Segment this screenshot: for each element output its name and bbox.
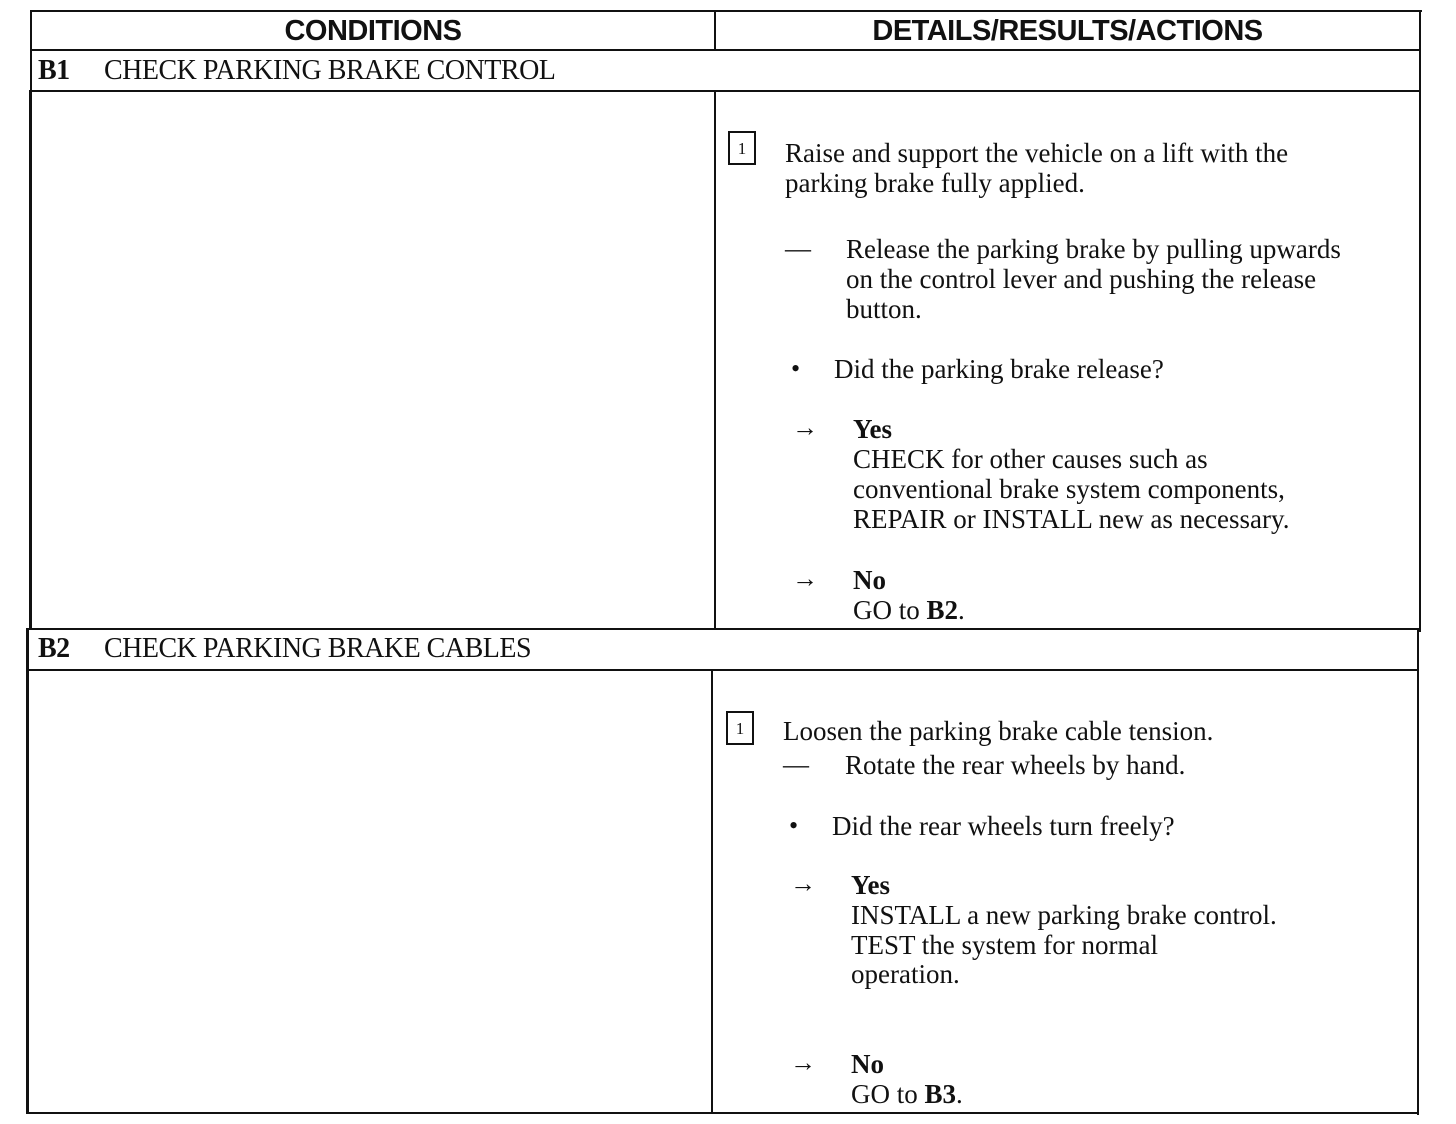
step-number-box: 1 (728, 131, 756, 165)
no-text (851, 1079, 963, 1109)
section-b1-column-divider (714, 91, 716, 630)
yes-label: Yes (853, 414, 892, 444)
step-text-line: parking brake fully applied. (785, 168, 1085, 198)
step-text-line: Raise and support the vehicle on a lift with the (785, 138, 1289, 168)
question-text: Did the rear wheels turn freely? (832, 811, 1175, 841)
dash-text-line: on the control lever and pushing the release (846, 264, 1317, 294)
section-b2-column-divider (711, 670, 713, 1113)
dash-text-line: Rotate the rear wheels by hand. (845, 750, 1186, 780)
dash-marker: — (785, 234, 811, 263)
no-label: No (851, 1049, 884, 1079)
dash-text-line: Release the parking brake by pulling upwards (846, 234, 1341, 264)
yes-label: Yes (851, 870, 890, 900)
goto-link-b3[interactable]: B3 (924, 1079, 957, 1109)
section-b1-title (38, 55, 555, 87)
section-b2-top-rule (28, 628, 1421, 630)
dash-text-line: button. (846, 294, 922, 324)
details-column-header: DETAILS/RESULTS/ACTIONS (872, 14, 1263, 47)
step-number-box: 1 (726, 711, 754, 745)
section-code: B1 (38, 55, 70, 86)
step-text-line: Loosen the parking brake cable tension. (783, 716, 1214, 746)
dash-marker: — (783, 750, 809, 779)
question-text: Did the parking brake release? (834, 354, 1164, 384)
arrow-icon: → (792, 564, 818, 593)
no-suffix: . (958, 595, 965, 625)
goto-link-b2[interactable]: B2 (926, 595, 959, 625)
section-b2-title (38, 633, 531, 665)
bullet-marker: • (791, 354, 801, 383)
arrow-icon: → (790, 1048, 816, 1077)
table-border-right (1419, 92, 1421, 632)
no-label: No (853, 565, 886, 595)
table-border-right (1419, 10, 1421, 94)
section-title: CHECK PARKING BRAKE CONTROL (104, 55, 556, 86)
table-border-left (30, 50, 32, 92)
table-border-left (26, 628, 29, 1114)
no-prefix: GO to (853, 595, 927, 625)
section-title: CHECK PARKING BRAKE CABLES (104, 633, 532, 664)
yes-text-line: conventional brake system components, (853, 474, 1285, 504)
yes-text-line: TEST the system for normal (851, 930, 1158, 960)
section-b2-title-rule (28, 669, 1419, 671)
no-suffix: . (956, 1079, 963, 1109)
arrow-icon: → (790, 869, 816, 898)
no-text (853, 595, 965, 625)
yes-text-line: operation. (851, 959, 960, 989)
arrow-icon: → (792, 413, 818, 442)
table-border-left (29, 90, 32, 630)
table-border-bottom (26, 1112, 1419, 1114)
section-b1-title-rule (30, 90, 1421, 92)
conditions-column-header: CONDITIONS (284, 14, 462, 47)
yes-text-line: INSTALL a new parking brake control. (851, 900, 1277, 930)
yes-text-line: REPAIR or INSTALL new as necessary. (853, 504, 1290, 534)
section-code: B2 (38, 633, 70, 664)
bullet-marker: • (789, 811, 799, 840)
table-border-right (1417, 630, 1419, 1115)
yes-text-line: CHECK for other causes such as (853, 444, 1208, 474)
no-prefix: GO to (851, 1079, 925, 1109)
